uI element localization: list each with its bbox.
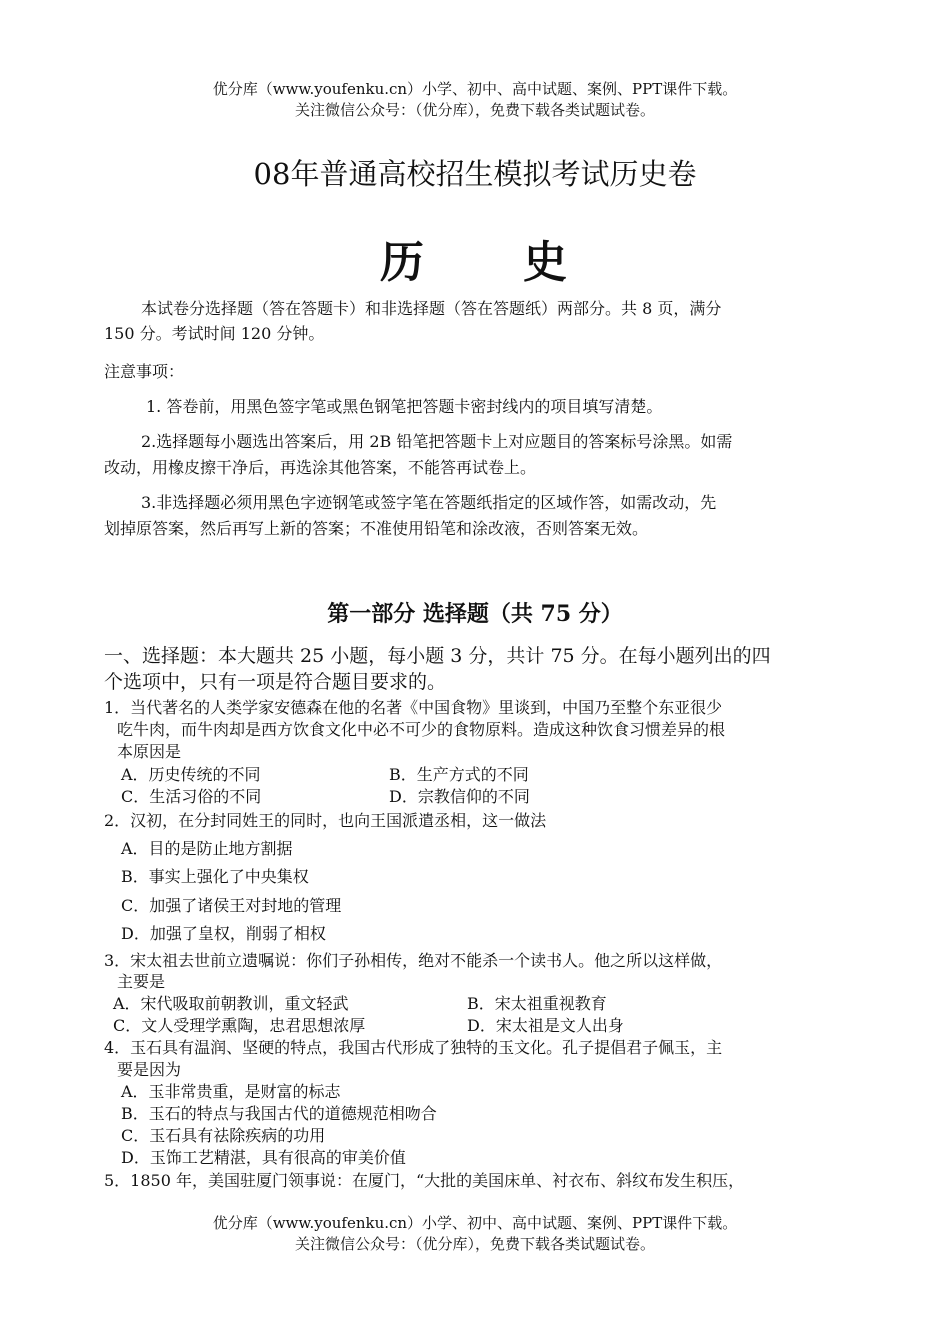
q4-option-b: B．玉石的特点与我国古代的道德规范相吻合	[121, 1104, 437, 1123]
q3-line-2: 主要是	[117, 972, 166, 991]
q1-line-3: 本原因是	[117, 742, 182, 761]
notes-heading: 注意事项：	[104, 362, 185, 381]
subject-char-2: 史	[523, 237, 569, 288]
note-2-line-2: 改动，用橡皮擦干净后，再选涂其他答案，不能答再试卷上。	[104, 458, 537, 477]
note-1: 1. 答卷前，用黑色签字笔或黑色钢笔把答题卡密封线内的项目填写清楚。	[146, 397, 663, 416]
section-title: 第一部分 选择题（共 75 分）	[327, 601, 623, 627]
q2-option-b: B．事实上强化了中央集权	[121, 867, 309, 886]
note-3-line-1: 3.非选择题必须用黑色字迹钢笔或签字笔在答题纸指定的区域作答，如需改动，先	[141, 493, 717, 512]
q1-option-c: C．生活习俗的不同	[121, 787, 262, 806]
q1-line-1: 1．当代著名的人类学家安德森在他的名著《中国食物》里谈到，中国乃至整个东亚很少	[104, 698, 723, 717]
q1-line-2: 吃牛肉，而牛肉却是西方饮食文化中必不可少的食物原料。造成这种饮食习惯差异的根	[117, 720, 726, 739]
q2-option-d: D．加强了皇权，削弱了相权	[121, 924, 326, 943]
q1-option-b: B．生产方式的不同	[389, 765, 529, 784]
note-3-line-2: 划掉原答案，然后再写上新的答案；不准使用铅笔和涂改液，否则答案无效。	[104, 519, 649, 538]
header-line-2: 关注微信公众号：（优分库），免费下载各类试题试卷。	[294, 101, 655, 119]
q2-option-c: C．加强了诸侯王对封地的管理	[121, 896, 342, 915]
footer-line-1: 优分库（www.youfenku.cn）小学、初中、高中试题、案例、PPT课件下载。	[212, 1214, 738, 1232]
q5-line-1: 5．1850 年，美国驻厦门领事说：在厦门，“大批的美国床单、衬衣布、斜纹布发生积压，	[104, 1171, 745, 1190]
subject-char-1: 历	[380, 237, 426, 288]
exam-title: 08年普通高校招生模拟考试历史卷	[253, 157, 697, 191]
q1-option-a: A．历史传统的不同	[121, 765, 261, 784]
section-lead-line-1: 一、选择题：本大题共 25 小题，每小题 3 分，共计 75 分。在每小题列出的四	[104, 645, 771, 667]
q1-option-d: D．宗教信仰的不同	[389, 787, 530, 806]
q3-option-b: B．宋太祖重视教育	[467, 994, 607, 1013]
footer-line-2: 关注微信公众号：（优分库），免费下载各类试题试卷。	[294, 1235, 655, 1253]
q3-option-d: D．宋太祖是文人出身	[467, 1016, 624, 1035]
header-line-1: 优分库（www.youfenku.cn）小学、初中、高中试题、案例、PPT课件下载。	[212, 80, 738, 98]
note-2-line-1: 2.选择题每小题选出答案后，用 2B 铅笔把答题卡上对应题目的答案标号涂黑。如需	[141, 432, 733, 451]
q3-option-c: C．文人受理学熏陶，忠君思想浓厚	[113, 1016, 366, 1035]
intro-line-2: 150 分。考试时间 120 分钟。	[104, 324, 325, 343]
q4-option-c: C．玉石具有祛除疾病的功用	[121, 1126, 326, 1145]
q2-line-1: 2．汉初，在分封同姓王的同时，也向王国派遣丞相，这一做法	[104, 811, 547, 830]
q3-option-a: A．宋代吸取前朝教训，重文轻武	[113, 994, 349, 1013]
q4-option-d: D．玉饰工艺精湛，具有很高的审美价值	[121, 1148, 406, 1167]
section-lead-line-2: 个选项中，只有一项是符合题目要求的。	[104, 671, 447, 693]
q4-line-2: 要是因为	[117, 1060, 182, 1079]
q3-line-1: 3．宋太祖去世前立遗嘱说：你们子孙相传，绝对不能杀一个读书人。他之所以这样做，	[104, 951, 723, 970]
q2-option-a: A．目的是防止地方割据	[121, 839, 293, 858]
intro-line-1: 本试卷分选择题（答在答题卡）和非选择题（答在答题纸）两部分。共 8 页，满分	[141, 299, 722, 318]
q4-line-1: 4．玉石具有温润、坚硬的特点，我国古代形成了独特的玉文化。孔子提倡君子佩玉，主	[104, 1038, 723, 1057]
q4-option-a: A．玉非常贵重，是财富的标志	[121, 1082, 341, 1101]
